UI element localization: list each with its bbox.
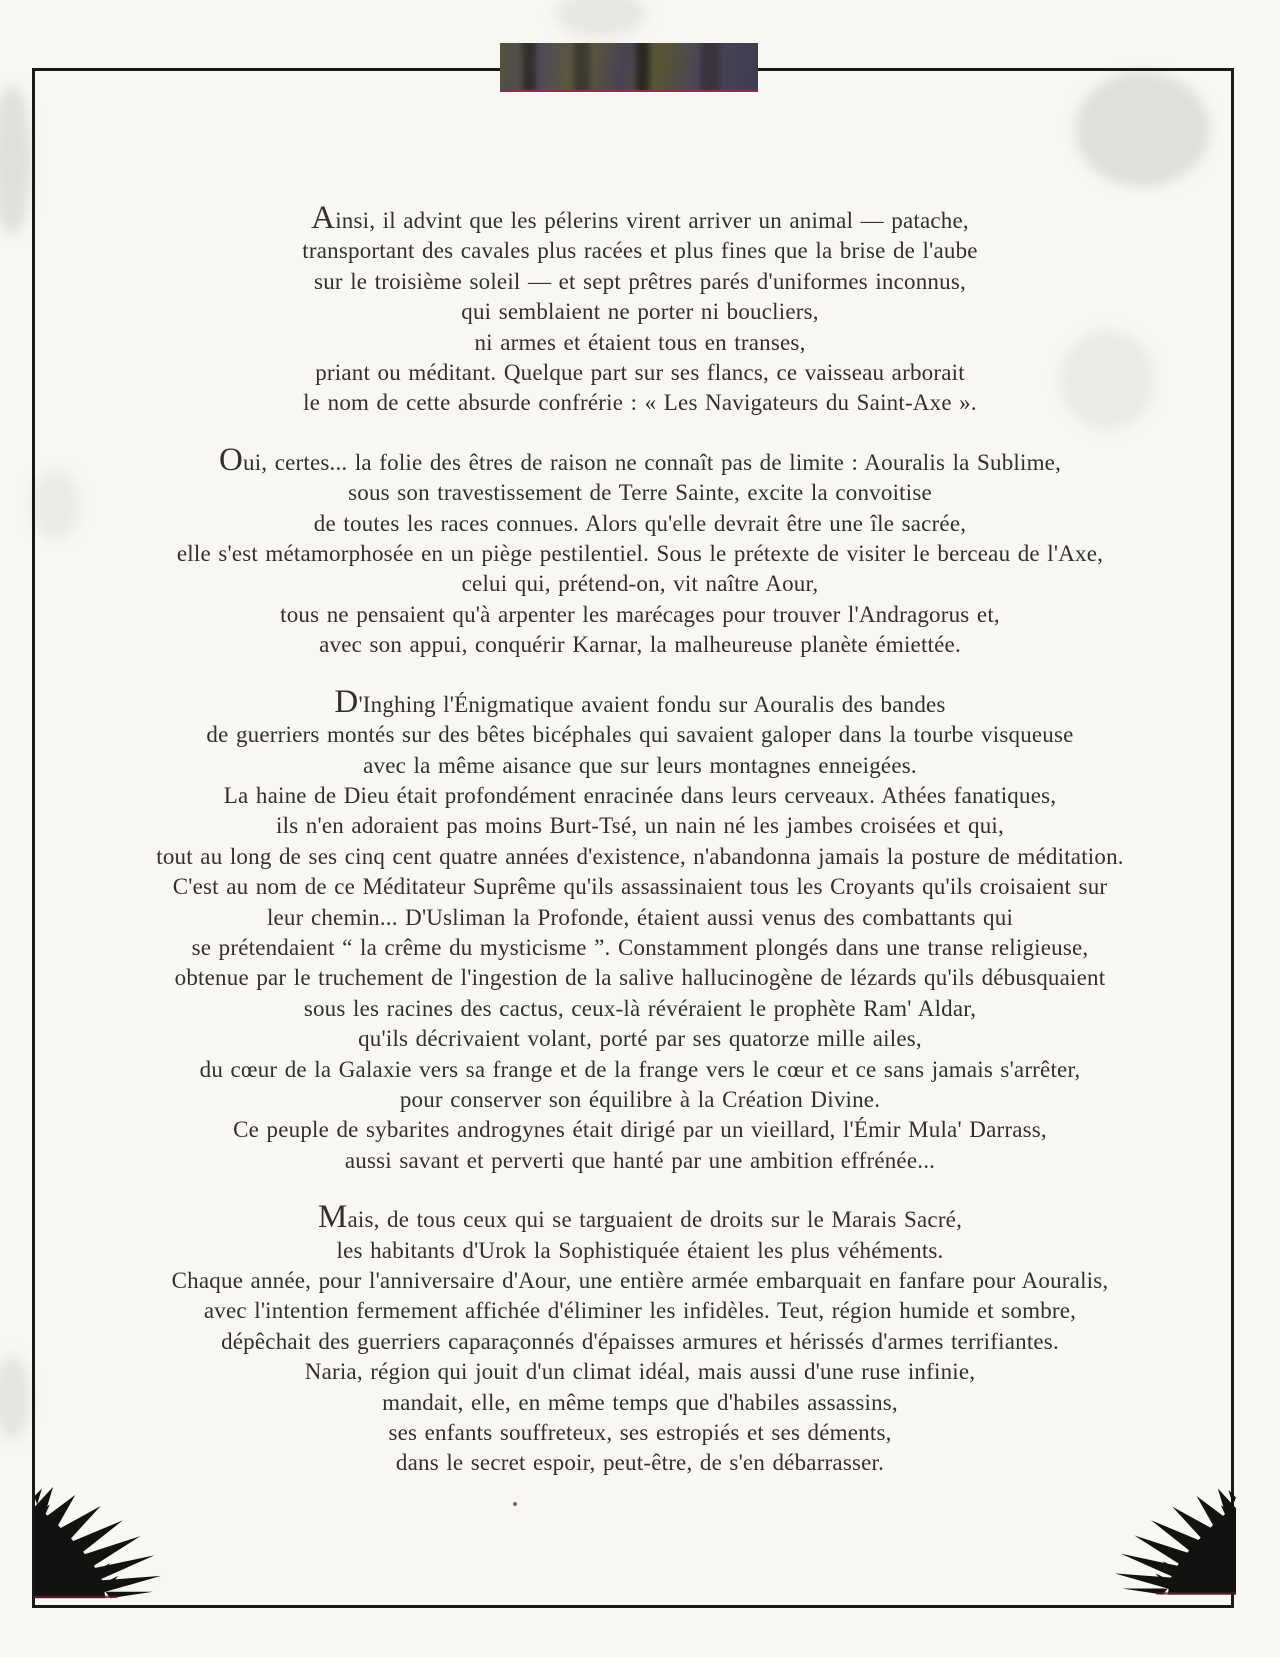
text-line: transportant des cavales plus racées et plus fines que la brise de l'aube <box>302 238 978 264</box>
drop-cap: O <box>218 441 243 478</box>
text-line: celui qui, prétend-on, vit naître Aour, <box>461 571 819 597</box>
text-line: de guerriers montés sur des bêtes bicéphales qui savaient galoper dans la tourbe visqueuse <box>206 722 1074 748</box>
text-line: qui semblaient ne porter ni boucliers, <box>461 299 819 325</box>
text-line: avec son appui, conquérir Karnar, la malheureuse planète émiettée. <box>319 632 961 658</box>
blurred-illustration <box>500 43 758 92</box>
text-line: C'est au nom de ce Méditateur Suprême qu'ils assassinaient tous les Croyants qu'ils croisaient sur <box>172 874 1108 900</box>
text-line: Oui, certes... la folie des êtres de raison ne connaît pas de limite : Aouralis la Sublime, <box>218 441 1062 478</box>
text-line: La haine de Dieu était profondément enracinée dans leurs cerveaux. Athées fanatiques, <box>223 782 1057 808</box>
paragraph <box>40 683 1240 1177</box>
header-image-strip <box>500 43 758 92</box>
text-line: pour conserver son équilibre à la Création Divine. <box>399 1086 881 1112</box>
text-line: elle s'est métamorphosée en un piège pestilentiel. Sous le prétexte de visiter le berceau de l'Axe, <box>176 541 1104 567</box>
drop-cap: D <box>334 683 359 720</box>
story-text <box>40 200 1240 1508</box>
text-line: priant ou méditant. Quelque part sur ses flancs, ce vaisseau arborait <box>315 360 965 386</box>
text-line: obtenue par le truchement de l'ingestion de la salive hallucinogène de lézards qu'ils débusquaient <box>174 965 1106 991</box>
paper-smudge <box>0 1355 30 1440</box>
text-line: Mais, de tous ceux qui se targuaient de droits sur le Marais Sacré, <box>317 1199 963 1236</box>
text-line: leur chemin... D'Usliman la Profonde, étaient aussi venus des combattants qui <box>266 904 1014 930</box>
corner-starburst-right-icon <box>1107 1476 1236 1607</box>
drop-cap: M <box>317 1199 348 1236</box>
text-line: Chaque année, pour l'anniversaire d'Aour, une entière armée embarquait en fanfare pour Aouralis, <box>171 1268 1109 1293</box>
text-line: se prétendaient “ la crême du mysticisme ”. Constamment plongés dans une transe religieuse, <box>191 934 1089 960</box>
drop-cap: A <box>311 200 336 236</box>
text-line: les habitants d'Urok la Sophistiquée étaient les plus véhéments. <box>336 1237 944 1263</box>
stray-ink-dot <box>513 1502 517 1506</box>
paragraph <box>40 200 1240 419</box>
text-line: ses enfants souffreteux, ses estropiés et ses déments, <box>388 1420 892 1446</box>
text-line: ni armes et étaient tous en transes, <box>474 329 806 355</box>
text-line: sous les racines des cactus, ceux-là révéraient le prophète Ram' Aldar, <box>303 995 977 1021</box>
text-line: tous ne pensaient qu'à arpenter les marécages pour trouver l'Andragorus et, <box>280 601 1000 627</box>
text-line: le nom de cette absurde confrérie : « Les Navigateurs du Saint-Axe ». <box>303 390 977 416</box>
text-line: mandait, elle, en même temps que d'habiles assassins, <box>382 1389 898 1415</box>
text-line: dépêchait des guerriers caparaçonnés d'épaisses armures et hérissés d'armes terrifiantes. <box>221 1328 1059 1354</box>
text-line: de toutes les races connues. Alors qu'elle devrait être une île sacrée, <box>313 510 967 536</box>
text-line: ils n'en adoraient pas moins Burt-Tsé, un nain né les jambes croisées et qui, <box>276 813 1004 839</box>
text-line: avec l'intention fermement affichée d'éliminer les infidèles. Teut, région humide et sombre, <box>203 1298 1077 1324</box>
paragraph <box>40 1199 1240 1479</box>
text-line: dans le secret espoir, peut-être, de s'en débarrasser. <box>395 1450 885 1476</box>
text-line: D'Inghing l'Énigmatique avaient fondu sur Aouralis des bandes <box>334 683 946 720</box>
paper-smudge <box>0 85 32 235</box>
text-line: Ainsi, il advint que les pélerins virent arriver un animal — patache, <box>311 200 969 236</box>
paper-smudge <box>556 0 646 38</box>
text-line: tout au long de ses cinq cent quatre années d'existence, n'abandonna jamais la posture de méditation. <box>156 843 1124 869</box>
text-line: du cœur de la Galaxie vers sa frange et de la frange vers le cœur et ce sans jamais s'arrêter, <box>199 1056 1081 1082</box>
text-line: Naria, région qui jouit d'un climat idéal, mais aussi d'une ruse infinie, <box>304 1359 976 1385</box>
text-line: Ce peuple de sybarites androgynes était dirigé par un vieillard, l'Émir Mula' Darrass, <box>233 1117 1047 1143</box>
corner-starburst-left-icon <box>34 1477 169 1608</box>
text-line: qu'ils décrivaient volant, porté par ses quatorze mille ailes, <box>358 1026 922 1052</box>
text-line: sur le troisième soleil — et sept prêtres parés d'uniformes inconnus, <box>314 268 966 294</box>
paragraph <box>40 441 1240 661</box>
text-line: aussi savant et perverti que hanté par une ambition effrénée... <box>344 1147 936 1173</box>
text-line: sous son travestissement de Terre Sainte, excite la convoitise <box>348 480 932 506</box>
text-line: avec la même aisance que sur leurs montagnes enneigées. <box>363 752 917 778</box>
